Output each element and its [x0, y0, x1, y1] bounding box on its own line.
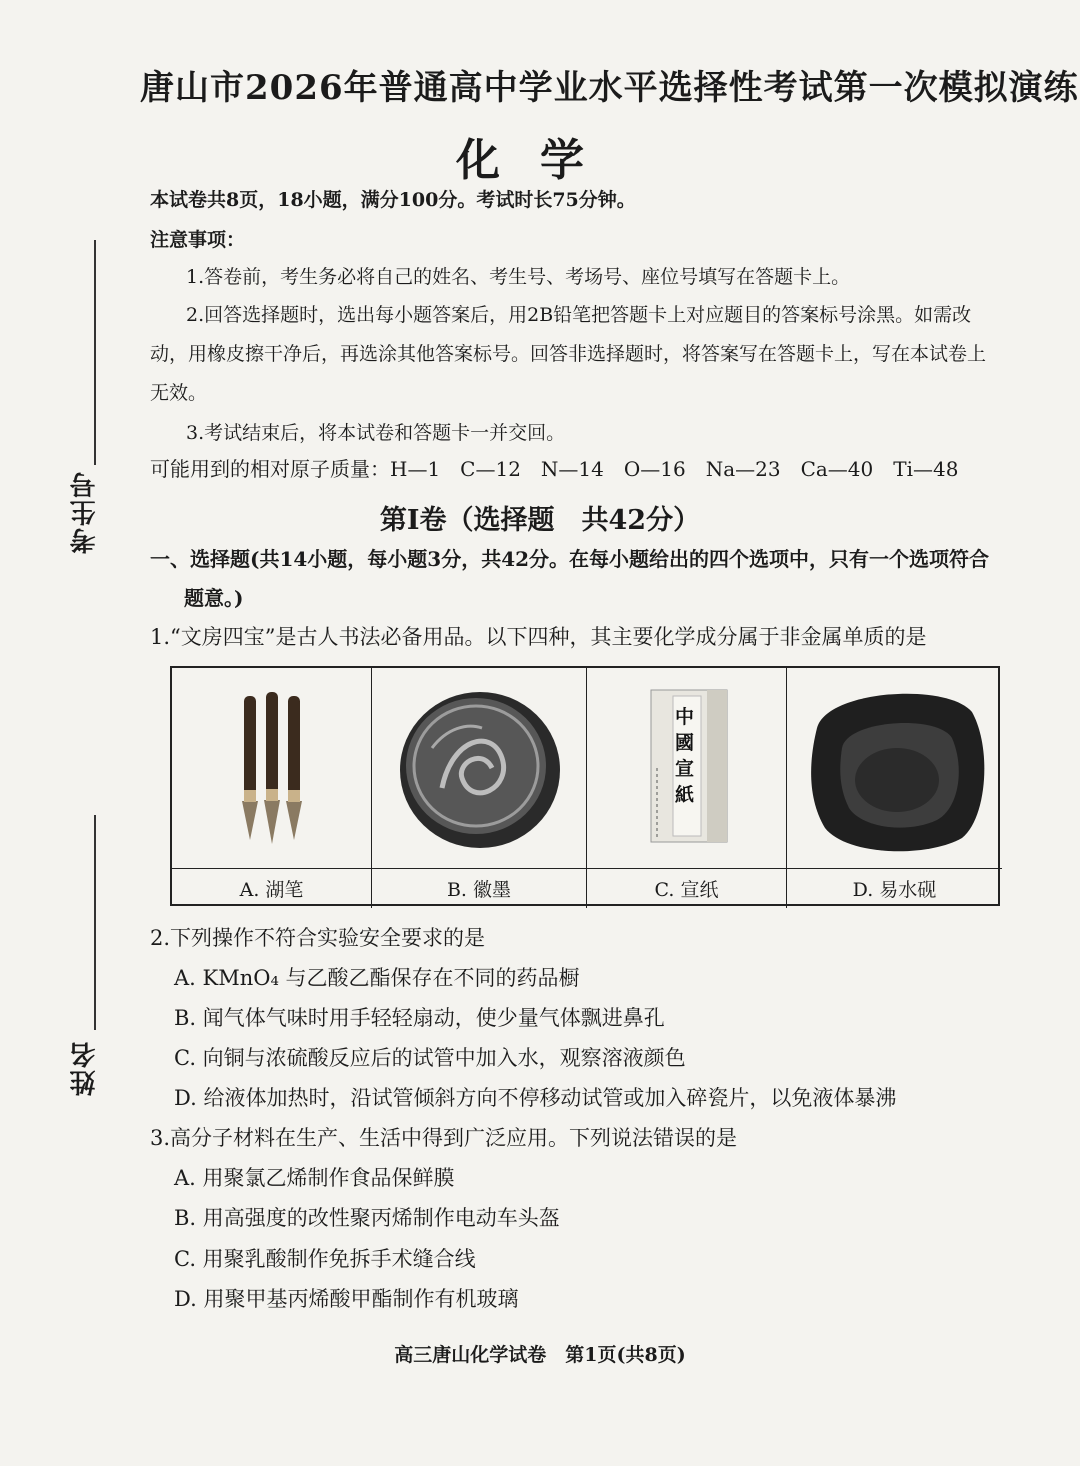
option-3c: C. 用聚乳酸制作免拆手术缝合线 [174, 1247, 476, 1271]
brush-image [172, 668, 372, 868]
option-3d: D. 用聚甲基丙烯酸甲酯制作有机玻璃 [174, 1287, 519, 1311]
exam-info: 本试卷共8页，18小题，满分100分。考试时长75分钟。 [150, 189, 636, 211]
option-3b: B. 用高强度的改性聚丙烯制作电动车头盔 [174, 1206, 560, 1230]
notes-heading: 注意事项： [150, 229, 246, 251]
note-3: 3.考试结束后，将本试卷和答题卡一并交回。 [186, 422, 566, 444]
name-line [94, 815, 96, 1030]
brush-icon [242, 692, 302, 844]
paper-image [587, 668, 787, 868]
option-1d: D. 易水砚 [787, 868, 1002, 908]
paper-wrapper-text: 中國宣紙 [675, 706, 695, 806]
option-2c: C. 向铜与浓硫酸反应后的试管中加入水，观察溶液颜色 [174, 1046, 686, 1070]
exam-no-line [94, 240, 96, 465]
option-2d: D. 给液体加热时，沿试管倾斜方向不停移动试管或加入碎瓷片，以免液体暴沸 [174, 1086, 897, 1110]
note-2: 2.回答选择题时，选出每小题答案后，用2B铅笔把答题卡上对应题目的答案标号涂黑。如需改动，用橡皮擦干净后，再选涂其他答案标号。回答非选择题时，将答案写在答题卡上，写在本试卷上无效。 [150, 304, 987, 404]
question-1-stem: 1.“文房四宝”是古人书法必备用品。以下四种，其主要化学成分属于非金属单质的是 [150, 625, 927, 649]
option-1c: C. 宣纸 [587, 868, 787, 908]
ink-stick-image [372, 668, 587, 868]
page-footer: 高三唐山化学试卷 第1页(共8页) [394, 1344, 686, 1366]
part-heading: 一、选择题(共14小题，每小题3分，共42分。在每小题给出的四个选项中，只有一个选项符合题意。) [150, 547, 990, 610]
option-2a: A. KMnO₄ 与乙酸乙酯保存在不同的药品橱 [174, 966, 580, 990]
option-1b: B. 徽墨 [372, 868, 587, 908]
inkstone-image [787, 668, 1002, 868]
option-1a: A. 湖笔 [172, 868, 372, 908]
subject-title: 化学 [456, 135, 624, 186]
question-3-stem: 3.高分子材料在生产、生活中得到广泛应用。下列说法错误的是 [150, 1126, 738, 1150]
note-1: 1.答卷前，考生务必将自己的姓名、考生号、考场号、座位号填写在答题卡上。 [186, 266, 851, 288]
ink-cake-icon [400, 692, 560, 848]
exam-title: 唐山市2026年普通高中学业水平选择性考试第一次模拟演练 [140, 68, 1079, 108]
name-label: 姓名 [70, 1040, 100, 1096]
atomic-mass-line: 可能用到的相对原子质量：H—1 C—12 N—14 O—16 Na—23 Ca—40 Ti—48 [150, 457, 959, 481]
option-3a: A. 用聚氯乙烯制作食品保鲜膜 [174, 1166, 455, 1190]
question-1-image-table [170, 666, 1000, 906]
exam-no-label: 考生号 [70, 470, 100, 554]
inkstone-icon [811, 694, 984, 852]
question-2-stem: 2.下列操作不符合实验安全要求的是 [150, 926, 486, 950]
section-title: 第Ⅰ卷（选择题 共42分） [379, 505, 701, 536]
option-2b: B. 闻气体气味时用手轻轻扇动，使少量气体飘进鼻孔 [174, 1006, 665, 1030]
